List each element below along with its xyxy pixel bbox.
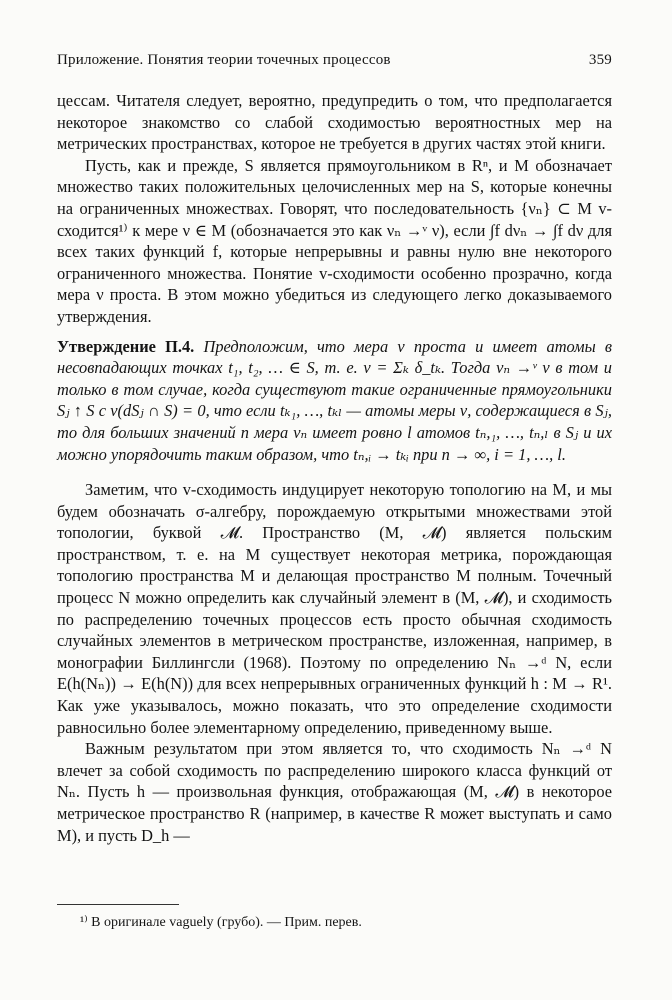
statement-text: Предположим, что мера ν проста и имеет атомы в несовпадающих точках t₁, t₂, … ∈ S, т. е. ν = Σₖ δ_tₖ. Тогда νₙ →ᵛ ν в том и только в том случае, когда существуют такие ограниченные прямоугольники Sⱼ ↑ S с ν(dSⱼ ∩ S) = 0, что если tₖ₁, …, tₖₗ — атомы меры ν, содержащиеся в Sⱼ, то для больших значений n мера νₙ имеет ровно l атомов tₙ,₁, …, tₙ,ₗ в Sⱼ и их можно упорядочить таким образом, что tₙ,ᵢ → tₖᵢ при n → ∞, i = 1, …, l. <box>57 336 612 464</box>
paragraph-vague-convergence: Пусть, как и прежде, S является прямоугольником в Rⁿ, и M обозначает множество таких положительных целочисленных мер на S, которые конечны на ограниченных множествах. Говорят, что последовательность {νₙ} ⊂ M v-сходится¹⁾ к мере ν ∈ M (обозначается это как νₙ →ᵛ ν), если ∫f dνₙ → ∫f dν для всех таких функций f, которые непрерывны и равны нулю вне некоторого ограниченного множества. Понятие v-сходимости особенно прозрачно, когда мера ν проста. В этом можно убедиться из следующего легко доказываемого утверждения. <box>57 155 612 326</box>
footnote: ¹⁾ В оригинале vaguely (грубо). — Прим. перев. <box>80 915 362 930</box>
paragraph-continued: цессам. Читателя следует, вероятно, предупредить о том, что предполагается некоторое знакомство со слабой сходимостью вероятностных мер на метрических пространствах, которое не требуется в других частях этой книги. <box>57 91 612 154</box>
footnote-divider <box>57 904 179 905</box>
running-title: Приложение. Понятия теории точечных процессов <box>57 52 391 68</box>
paragraph-topology: Заметим, что v-сходимость индуцирует некоторую топологию на M, и мы будем обозначать σ-алгебру, порождаемую открытыми множествами этой топологии, буквой 𝓜. Пространство (M, 𝓜) является польским пространством, т. е. на M существует некоторая метрика, порождающая топологию пространства M и делающая пространство M полным. Точечный процесс N можно определить как случайный элемент в (M, 𝓜), и сходимость по распределению точечных процессов есть просто обычная сходимость случайных элементов в метрическом пространстве, изложенная, например, в монографии Биллингсли (1968). Поэтому по определению Nₙ →ᵈ N, если E(h(Nₙ)) → E(h(N)) для всех непрерывных ограниченных функций h : M → R¹. Как уже указывалось, можно показать, что это определение сходимости равносильно более элементарному определению, приведенному выше. <box>57 480 612 737</box>
page-number: 359 <box>588 52 612 68</box>
main-text <box>57 90 612 846</box>
page-header <box>57 52 612 69</box>
paragraph-important-result: Важным результатом при этом является то, что сходимость Nₙ →ᵈ N влечет за собой сходимость по распределению широкого класса функций от Nₙ. Пусть h — произвольная функция, отображающая (M, 𝓜) в некоторое метрическое пространство R (например, в качестве R может выступать и само M), и пусть D_h — <box>57 739 612 845</box>
statement-label: Утверждение П.4. <box>57 336 195 356</box>
statement-p4 <box>57 336 612 466</box>
